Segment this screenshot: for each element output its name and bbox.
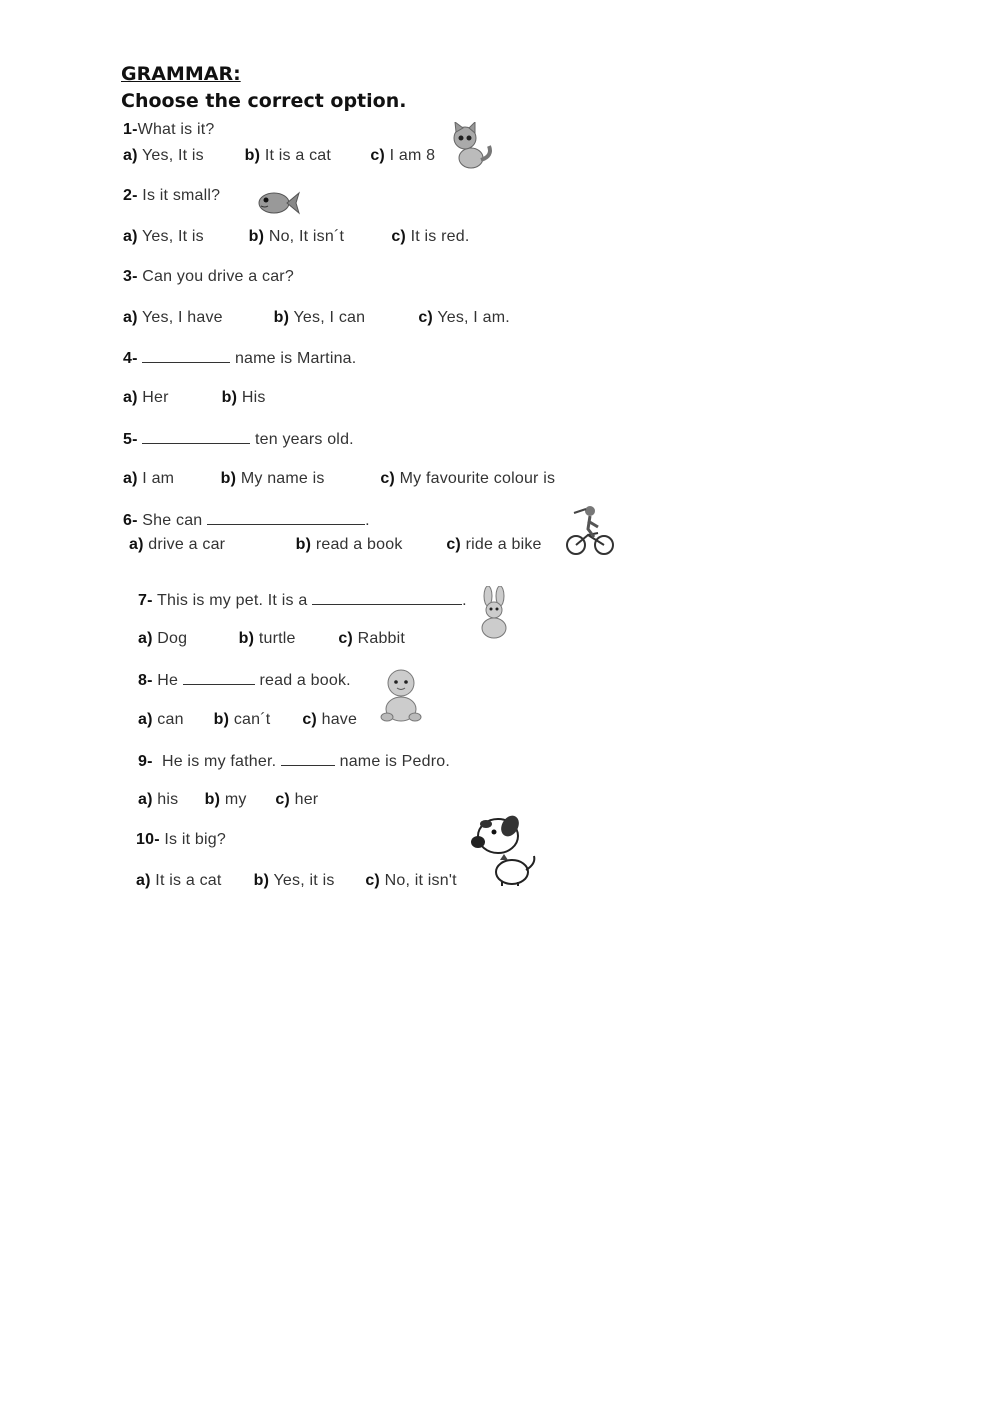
text: She can (142, 512, 203, 529)
text: Yes, I can (293, 309, 366, 326)
question-3-options (123, 309, 510, 327)
text: He is my father. (161, 753, 277, 770)
question-number: 3- (123, 268, 138, 285)
option-a[interactable] (123, 470, 216, 488)
option-letter: c) (391, 228, 406, 245)
option-letter: a) (138, 711, 153, 728)
option-a[interactable] (138, 791, 200, 809)
cat-picture (447, 122, 495, 172)
option-letter: b) (244, 147, 261, 164)
text: It is a cat (155, 872, 222, 889)
text: What is it? (137, 121, 215, 138)
question-4 (123, 348, 356, 368)
text: . (462, 592, 467, 609)
option-letter: b) (213, 711, 230, 728)
option-b[interactable] (274, 309, 414, 327)
text: Yes, it is (273, 872, 335, 889)
question-number: 10- (136, 831, 160, 848)
option-letter: a) (138, 630, 153, 647)
text: I am 8 (389, 147, 436, 164)
option-b[interactable] (239, 630, 334, 648)
option-c[interactable] (446, 536, 541, 554)
option-b[interactable] (214, 711, 298, 729)
text: I am (142, 470, 175, 487)
text: No, it isn't (384, 872, 457, 889)
question-1 (123, 121, 215, 139)
text: He (157, 672, 179, 689)
question-number: 1- (123, 121, 138, 138)
question-3 (123, 268, 294, 286)
option-letter: a) (138, 791, 153, 808)
option-letter: b) (220, 470, 237, 487)
option-c[interactable] (380, 470, 555, 488)
option-letter: a) (123, 228, 138, 245)
fish-picture (256, 188, 300, 218)
option-letter: c) (365, 872, 380, 889)
option-letter: b) (273, 309, 290, 326)
question-number: 6- (123, 512, 138, 529)
question-number: 5- (123, 431, 138, 448)
question-2-options (123, 228, 470, 246)
option-b[interactable] (245, 147, 366, 165)
text: Her (142, 389, 169, 406)
option-letter: b) (204, 791, 221, 808)
option-letter: b) (295, 536, 312, 553)
rabbit-picture (474, 586, 514, 640)
question-5-options (123, 470, 555, 488)
question-number: 2- (123, 187, 138, 204)
option-c[interactable] (370, 147, 435, 165)
worksheet-instruction: Choose the correct option. (121, 90, 407, 112)
text: turtle (258, 630, 296, 647)
text: Rabbit (357, 630, 406, 647)
option-letter: a) (123, 309, 138, 326)
question-7 (138, 590, 467, 610)
option-letter: b) (253, 872, 270, 889)
text: name is Martina. (234, 350, 357, 367)
option-a[interactable] (136, 872, 249, 890)
dog-picture (468, 812, 540, 888)
answer-blank (281, 751, 335, 766)
question-number: 9- (138, 753, 153, 770)
option-letter: a) (136, 872, 151, 889)
option-b[interactable] (249, 228, 387, 246)
option-a[interactable] (123, 228, 244, 246)
text: read a book (315, 536, 403, 553)
text: His (241, 389, 266, 406)
option-letter: a) (129, 536, 144, 553)
text: ride a bike (465, 536, 542, 553)
option-letter: b) (221, 389, 238, 406)
option-c[interactable] (338, 630, 405, 648)
text: name is Pedro. (339, 753, 451, 770)
question-9-options (138, 791, 318, 809)
option-letter: c) (446, 536, 461, 553)
option-letter: c) (370, 147, 385, 164)
question-6 (123, 510, 370, 530)
answer-blank (312, 590, 462, 605)
text: . (365, 512, 370, 529)
question-7-options (138, 630, 405, 648)
option-letter: b) (248, 228, 265, 245)
text: It is red. (410, 228, 470, 245)
option-letter: a) (123, 470, 138, 487)
option-b[interactable] (222, 389, 266, 407)
question-10 (136, 831, 226, 849)
text: her (294, 791, 319, 808)
option-a[interactable] (138, 630, 234, 648)
option-letter: b) (238, 630, 255, 647)
option-letter: a) (123, 389, 138, 406)
option-c[interactable] (275, 791, 318, 809)
baby-picture (379, 667, 423, 723)
option-a[interactable] (129, 536, 291, 554)
question-number: 8- (138, 672, 153, 689)
text: Yes, It is (142, 147, 204, 164)
text: drive a car (148, 536, 226, 553)
text: ten years old. (254, 431, 354, 448)
text: Yes, I am. (437, 309, 510, 326)
option-letter: c) (418, 309, 433, 326)
text: This is my pet. It is a (157, 592, 308, 609)
option-c[interactable] (391, 228, 469, 246)
text: It is a cat (264, 147, 332, 164)
text: Dog (157, 630, 188, 647)
text: can (157, 711, 184, 728)
option-letter: c) (302, 711, 317, 728)
question-2 (123, 187, 220, 205)
text: My favourite colour is (399, 470, 556, 487)
option-b[interactable] (205, 791, 271, 809)
answer-blank (207, 510, 365, 525)
text: My name is (240, 470, 325, 487)
option-c[interactable] (302, 711, 357, 729)
option-letter: c) (380, 470, 395, 487)
option-letter: c) (338, 630, 353, 647)
question-6-options (129, 536, 542, 554)
option-b[interactable] (254, 872, 361, 890)
worksheet-title: GRAMMAR: (121, 63, 241, 85)
text: No, It isn´t (268, 228, 345, 245)
answer-blank (142, 348, 230, 363)
text: Is it big? (164, 831, 226, 848)
answer-blank (183, 670, 255, 685)
option-letter: a) (123, 147, 138, 164)
option-a[interactable] (123, 309, 269, 327)
option-c[interactable] (365, 872, 456, 890)
text: his (157, 791, 179, 808)
text: my (224, 791, 247, 808)
text: Yes, I have (142, 309, 223, 326)
text: read a book. (259, 672, 351, 689)
option-letter: c) (275, 791, 290, 808)
question-9 (138, 751, 450, 771)
answer-blank (142, 429, 250, 444)
option-a[interactable] (123, 147, 240, 165)
option-b[interactable] (221, 470, 376, 488)
question-number: 7- (138, 592, 153, 609)
girl-riding-bike-picture (564, 503, 616, 557)
question-5 (123, 429, 354, 449)
option-c[interactable] (418, 309, 510, 327)
option-a[interactable] (123, 389, 217, 407)
question-4-options (123, 389, 266, 407)
option-b[interactable] (296, 536, 442, 554)
text: have (321, 711, 358, 728)
text: Is it small? (142, 187, 221, 204)
question-1-options (123, 147, 435, 165)
text: Yes, It is (142, 228, 204, 245)
text: Can you drive a car? (142, 268, 294, 285)
question-8-options (138, 711, 357, 729)
question-10-options (136, 872, 457, 890)
question-8 (138, 670, 351, 690)
text: can´t (233, 711, 271, 728)
option-a[interactable] (138, 711, 209, 729)
question-number: 4- (123, 350, 138, 367)
